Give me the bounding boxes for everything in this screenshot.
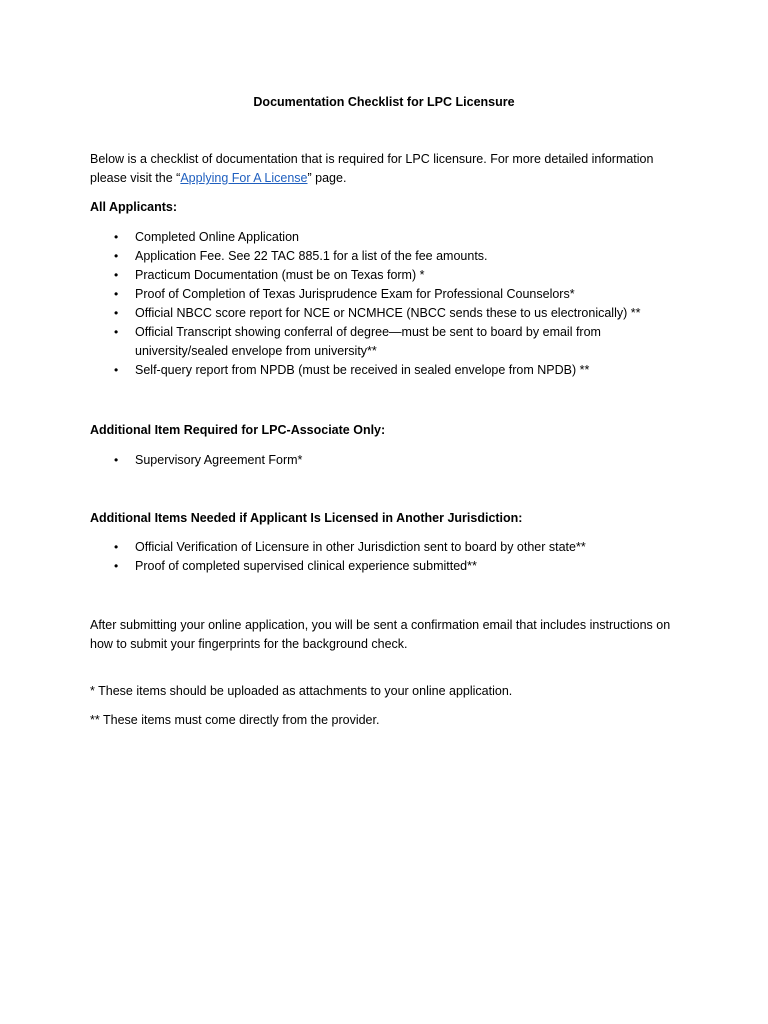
bullet-icon: • bbox=[114, 230, 119, 244]
list-item: • Self-query report from NPDB (must be received in sealed envelope from NPDB) ** bbox=[90, 361, 690, 380]
bullet-icon: • bbox=[114, 249, 119, 263]
bullet-icon: • bbox=[114, 325, 119, 339]
after-submit-paragraph: After submitting your online application, you will be sent a confirmation email that includes instructions on how to submit your fingerprints for the background check. bbox=[90, 618, 671, 651]
all-applicants-heading: All Applicants: bbox=[90, 200, 178, 214]
list-item: • Official Verification of Licensure in other Jurisdiction sent to board by other state** bbox=[90, 538, 690, 557]
bullet-icon: • bbox=[114, 540, 119, 554]
list-item: • Proof of Completion of Texas Jurisprudence Exam for Professional Counselors* bbox=[90, 285, 690, 304]
list-item: • Official Transcript showing conferral of degree—must be sent to board by email from university/sealed envelope from university** bbox=[114, 325, 601, 358]
document-title: Documentation Checklist for LPC Licensure bbox=[253, 95, 515, 109]
applying-for-license-link[interactable]: Applying For A License bbox=[180, 171, 308, 185]
intro-paragraph bbox=[90, 150, 690, 188]
associate-heading: Additional Item Required for LPC-Associate Only: bbox=[90, 423, 386, 437]
associate-list bbox=[90, 451, 690, 470]
list-item: • Official NBCC score report for NCE or NCMHCE (NBCC sends these to us electronically) ** bbox=[90, 304, 690, 323]
jurisdiction-heading: Additional Items Needed if Applicant Is Licensed in Another Jurisdiction: bbox=[90, 511, 523, 525]
all-applicants-list bbox=[90, 228, 690, 380]
bullet-icon: • bbox=[114, 306, 119, 320]
bullet-icon: • bbox=[114, 287, 119, 301]
intro-text-end: ” page. bbox=[307, 171, 347, 185]
intro-text: Below is a checklist of documentation that is required for LPC licensure. For more detailed information please visit the “ bbox=[90, 152, 654, 185]
list-item: • Completed Online Application bbox=[90, 228, 690, 247]
list-item: • Practicum Documentation (must be on Texas form) * bbox=[90, 266, 690, 285]
list-item: • Supervisory Agreement Form* bbox=[90, 451, 690, 470]
bullet-icon: • bbox=[114, 453, 119, 467]
footnote-single-asterisk: * These items should be uploaded as attachments to your online application. bbox=[90, 684, 513, 698]
bullet-icon: • bbox=[114, 559, 119, 573]
footnote-double-asterisk: ** These items must come directly from the provider. bbox=[90, 713, 380, 727]
jurisdiction-list bbox=[90, 538, 690, 576]
bullet-icon: • bbox=[114, 363, 119, 377]
list-item: • Proof of completed supervised clinical experience submitted** bbox=[90, 557, 690, 576]
list-item: • Application Fee. See 22 TAC 885.1 for a list of the fee amounts. bbox=[90, 247, 690, 266]
bullet-icon: • bbox=[114, 268, 119, 282]
